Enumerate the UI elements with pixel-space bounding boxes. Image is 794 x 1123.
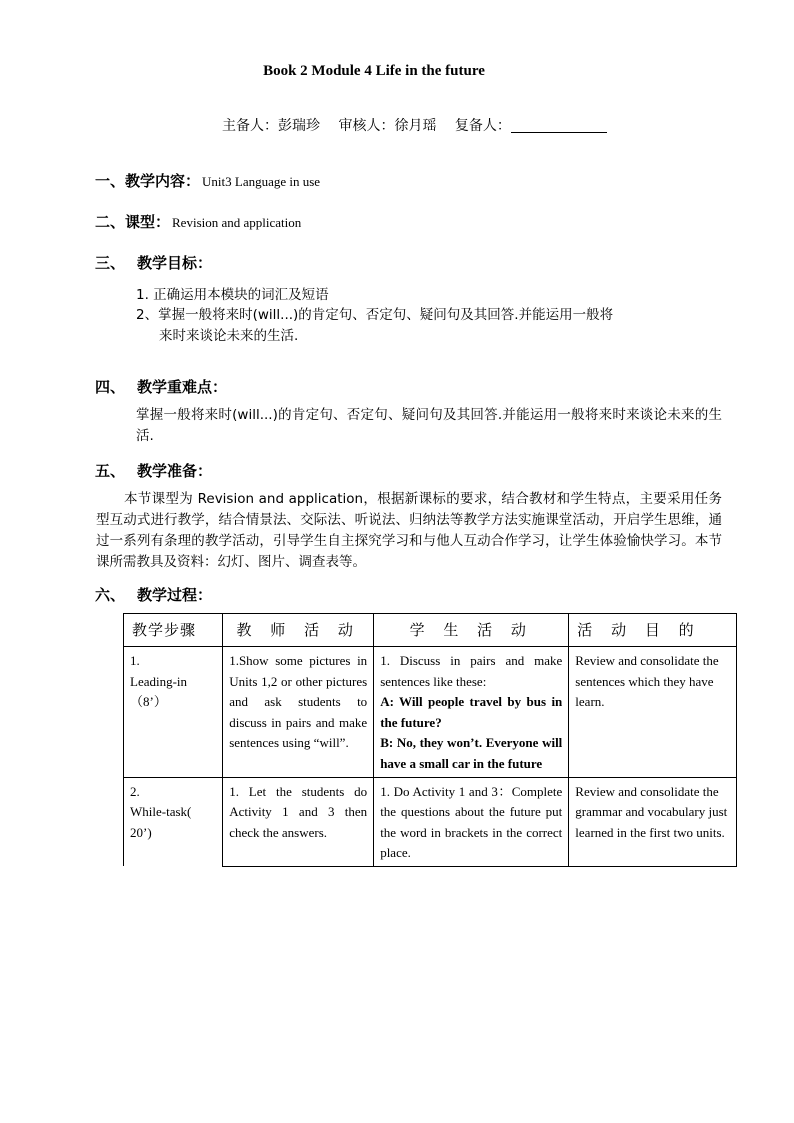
goal-2-line-2: 来时来谈论未来的生活. — [159, 328, 299, 344]
host-label: 主备人： — [222, 118, 278, 134]
header-step: 教学步骤 — [124, 614, 223, 647]
teacher-activity: 1. Let the students do Activity 1 and 3 then check the answers. — [223, 777, 374, 866]
staff-line — [222, 115, 607, 135]
activity-purpose: Review and consolidate the sentences which they have learn. — [569, 647, 737, 778]
section-key-label: 教学重难点： — [137, 378, 228, 396]
page-title: Book 2 Module 4 Life in the future — [263, 63, 485, 79]
student-activity-intro: 1. Discuss in pairs and make sentences like these: — [380, 653, 563, 689]
table-header-row — [124, 614, 737, 647]
header-student: 学 生 活 动 — [374, 614, 569, 647]
section-type-value: Revision and application — [172, 215, 302, 230]
header-teacher: 教 师 活 动 — [223, 614, 374, 647]
student-example-a: A: Will people travel by bus in the future? — [380, 694, 563, 730]
section-content-label: 一、教学内容： — [95, 172, 201, 190]
section-process-label: 教学过程： — [137, 586, 213, 604]
preparation-text: 本节课型为 Revision and application，根据新课标的要求，结合教材和学生特点，主要采用任务型互动式进行教学，结合情景法、交际法、听说法、归纳法等教学方法实施课堂活动，开启学生思维，通过一系列有条理的教学活动，引导学生自主探究学习和与他人互动合作学习，让学生体验愉快学习。本节课所需教具及资料：幻灯、图片、调查表等。 — [96, 491, 722, 570]
key-points-text: 掌握一般将来时(will...)的肯定句、否定句、疑问句及其回答.并能运用一般将来时来谈论未来的生活. — [136, 407, 722, 444]
step-name: While-task( — [130, 804, 192, 820]
step-cell — [124, 647, 223, 778]
co-preparer-label: 复备人： — [454, 118, 511, 134]
section-type-label: 二、课型： — [95, 213, 171, 231]
step-number: 2. — [130, 783, 140, 799]
section-content-value: Unit3 Language in use — [202, 174, 321, 189]
section-prep-label: 教学准备： — [137, 462, 213, 480]
host-name: 彭瑞珍 — [278, 118, 320, 134]
process-table — [123, 613, 737, 867]
section-process — [95, 584, 212, 605]
step-number: 1. — [130, 653, 140, 668]
section-key-points — [95, 376, 227, 397]
section-process-number: 六、 — [95, 586, 126, 604]
section-goals-number: 三、 — [95, 254, 126, 272]
step-time: 20’) — [130, 824, 152, 840]
student-activity: 1. Do Activity 1 and 3：Complete the questions about the future put the word in brackets in the correct place. — [374, 777, 569, 866]
section-goals-label: 教学目标： — [137, 254, 213, 272]
teacher-activity: 1.Show some pictures in Units 1,2 or other pictures and ask students to discuss in pairs and make sentences using “will”. — [223, 647, 374, 778]
section-prep-number: 五、 — [95, 462, 126, 480]
goal-1: 1. 正确运用本模块的词汇及短语 — [136, 287, 329, 303]
co-preparer-blank — [511, 118, 607, 133]
reviewer-name: 徐月瑶 — [394, 118, 437, 134]
table-row — [124, 647, 737, 778]
section-key-number: 四、 — [95, 378, 126, 396]
section-preparation — [95, 460, 212, 481]
goal-2-line-1: 2、掌握一般将来时(will...)的肯定句、否定句、疑问句及其回答.并能运用一般将 — [136, 307, 614, 323]
step-name: Leading-in — [130, 673, 188, 689]
table-row — [124, 777, 737, 866]
section-content — [95, 170, 320, 191]
section-type — [95, 211, 301, 232]
student-example-b: B: No, they won’t. Everyone will have a small car in the future — [380, 735, 563, 771]
step-time: （8’） — [130, 694, 167, 710]
reviewer-label: 审核人： — [338, 118, 395, 134]
step-cell — [124, 777, 223, 866]
activity-purpose: Review and consolidate the grammar and vocabulary just learned in the first two units. — [569, 777, 737, 866]
section-goals — [95, 252, 212, 273]
student-activity-cell — [374, 647, 569, 778]
header-purpose: 活 动 目 的 — [569, 614, 737, 647]
